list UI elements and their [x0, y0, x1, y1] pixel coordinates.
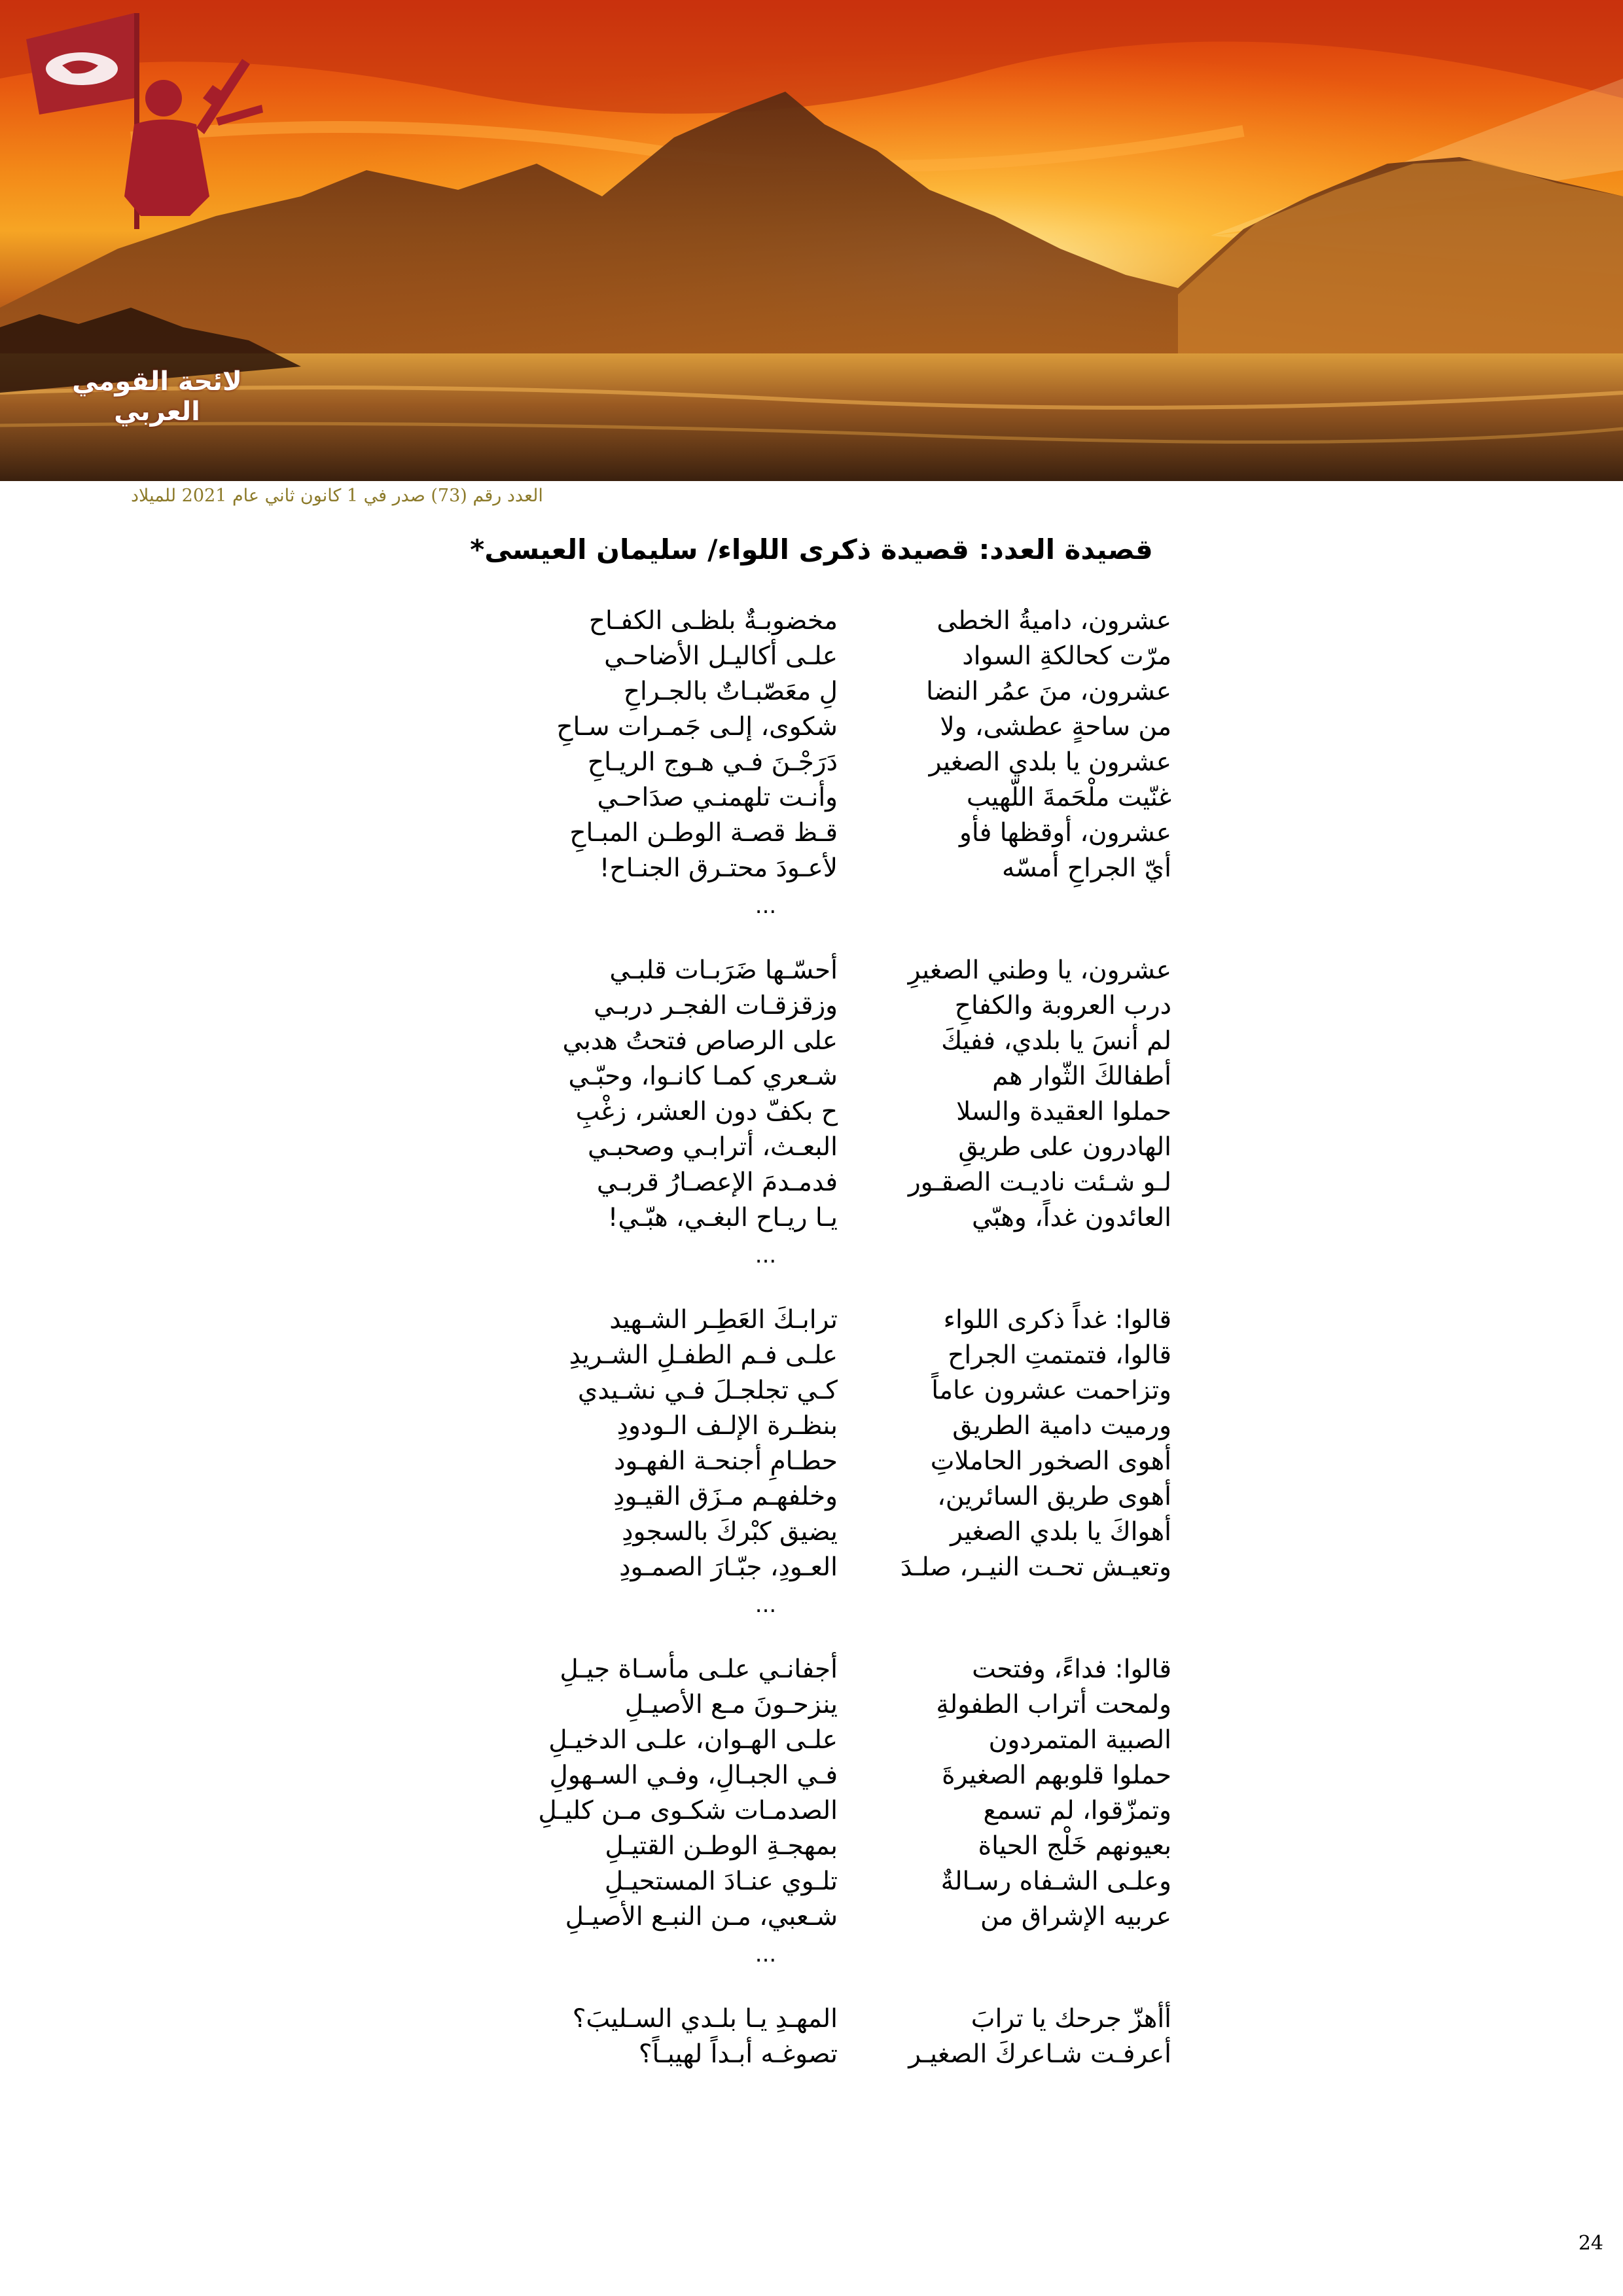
verse-first-hemistich: بعيونهم خَلْج الحياة	[978, 1831, 1171, 1861]
poem-verse	[452, 1130, 1171, 1165]
verse-first-hemistich: العائدون غداً، وهبّي	[972, 1203, 1171, 1232]
verse-second-hemistich: ينزحـونَ مـع الأصيـلِ	[624, 1690, 838, 1719]
verse-second-hemistich: على الرصاص فتحتُ هدبي	[562, 1026, 838, 1056]
poem-verse	[452, 1758, 1171, 1793]
logo-text: لائحة القومي العربي	[72, 367, 242, 427]
poem-verse	[452, 1829, 1171, 1864]
verse-second-hemistich: لِ معَصّبـاتٌ بالجـراحِ	[623, 677, 838, 706]
poem-verse	[452, 1652, 1171, 1687]
header-banner	[0, 0, 1623, 481]
verse-second-hemistich: البعـث، أترابـي وصحبـي	[587, 1132, 838, 1162]
poem-stanza	[452, 603, 1171, 925]
poem-verse	[452, 639, 1171, 674]
verse-second-hemistich: وأنـت تلهمنـي صدَاحـي	[597, 783, 838, 812]
verse-first-hemistich: أعرفـت شـاعركَ الصغيـر	[908, 2039, 1171, 2069]
poem-verse	[452, 674, 1171, 709]
verse-first-hemistich: وتمزّقوا، لم تسمع	[983, 1796, 1171, 1825]
poem-verse	[452, 816, 1171, 851]
poem-verse	[452, 1550, 1171, 1585]
verse-second-hemistich: ترابـكَ العَطِـر الشـهيد	[609, 1305, 838, 1335]
poem-verse	[452, 1793, 1171, 1829]
verse-first-hemistich: قالوا: غداً ذكرى اللواء	[943, 1305, 1171, 1335]
poem-verse	[452, 1302, 1171, 1338]
poem-verse	[452, 1373, 1171, 1408]
verse-first-hemistich: من ساحةٍ عطشى، ولا	[940, 712, 1171, 742]
poem-verse	[452, 1094, 1171, 1130]
verse-second-hemistich: تلـوي عنـادَ المستحيـلِ	[604, 1867, 838, 1896]
verse-second-hemistich: بنظـرة الإلـف الـودودِ	[616, 1411, 838, 1441]
verse-second-hemistich: أجفانـي علـى مأسـاة جيـلِ	[560, 1655, 838, 1684]
verse-second-hemistich: يـا ريـاح البغـي، هبّـي!	[607, 1203, 838, 1232]
poem-stanza	[452, 1302, 1171, 1624]
poem-verse	[452, 988, 1171, 1024]
verse-second-hemistich: بمهجـةِ الوطـن القتيـلِ	[605, 1831, 838, 1861]
verse-first-hemistich: قالوا، فتمتمتِ الجراح	[948, 1340, 1171, 1370]
poem-verse	[452, 1200, 1171, 1236]
poem-title: قصيدة العدد: قصيدة ذكرى اللواء/ سليمان العيسى*	[470, 533, 1153, 565]
organization-logo-icon	[0, 0, 275, 275]
verse-second-hemistich: فدمـدمَ الإعصـارُ قربـي	[596, 1168, 838, 1197]
verse-second-hemistich: فـي الجبـالِ، وفـي السـهولِ	[549, 1761, 838, 1790]
poem-stanza	[452, 1652, 1171, 1974]
poem-verse	[452, 2001, 1171, 2037]
verse-first-hemistich: أطفالكَ الثّوار هم	[992, 1062, 1171, 1091]
verse-first-hemistich: حملوا العقيدة والسلا	[956, 1097, 1171, 1126]
stanza-separator: ...	[755, 893, 777, 919]
poem-stanza	[452, 953, 1171, 1275]
stanza-separator: ...	[755, 1941, 777, 1967]
verse-second-hemistich: يضيق كبْركَ بالسجودِ	[622, 1517, 838, 1547]
poem-verse	[452, 1444, 1171, 1479]
poem-verse	[452, 953, 1171, 988]
poem-verse	[452, 1408, 1171, 1444]
verse-second-hemistich: دَرَجْـنَ فـي هـوج الريـاحِ	[587, 747, 838, 777]
verse-second-hemistich: علـى الهـوان، علـى الدخيـلِ	[548, 1725, 838, 1755]
verse-first-hemistich: أهوى الصخور الحاملاتِ	[930, 1446, 1171, 1476]
verse-second-hemistich: لأعـودَ محتـرق الجنـاح!	[599, 853, 838, 883]
verse-second-hemistich: العـودِ، جبّـارَ الصمـودِ	[619, 1552, 838, 1582]
verse-first-hemistich: مرّت كحالكةِ السواد	[962, 641, 1171, 671]
poem-verse	[452, 1338, 1171, 1373]
poem-verse	[452, 780, 1171, 816]
poem-body	[452, 603, 1171, 2072]
poem-verse	[452, 2037, 1171, 2072]
verse-second-hemistich: ح بكفّ دون العشر، زغْبِ	[575, 1097, 838, 1126]
verse-second-hemistich: علـى فـم الطفـلِ الشـريدِ	[569, 1340, 838, 1370]
poem-stanza	[452, 2001, 1171, 2072]
verse-first-hemistich: لـو شـئت ناديـت الصقـور	[908, 1168, 1171, 1197]
verse-first-hemistich: الصبية المتمردون	[988, 1725, 1171, 1755]
verse-first-hemistich: غنّيت ملْحَمةَ اللّهيب	[966, 783, 1171, 812]
page-number: 24	[1578, 2232, 1603, 2255]
verse-first-hemistich: حملوا قلوبهم الصغيرةَ	[942, 1761, 1171, 1790]
verse-second-hemistich: قـظ قصـة الوطـن المبـاحِ	[569, 818, 838, 848]
verse-first-hemistich: درب العروبة والكفاحِ	[954, 991, 1171, 1020]
verse-first-hemistich: لم أنسَ يا بلدي، ففيكَ	[941, 1026, 1171, 1056]
verse-second-hemistich: وخلفهـم مـزَق القيـودِ	[613, 1482, 838, 1511]
verse-second-hemistich: مخضوبـةٌ بلظـى الكفـاح	[588, 606, 838, 636]
poem-verse	[452, 1899, 1171, 1935]
verse-first-hemistich: الهادرون على طريقِ	[958, 1132, 1171, 1162]
verse-first-hemistich: عشرون، منَ عمُر النضا	[926, 677, 1171, 706]
verse-first-hemistich: أهواكَ يا بلدي الصغير	[950, 1517, 1171, 1547]
stanza-separator: ...	[755, 1242, 777, 1268]
poem-verse	[452, 603, 1171, 639]
verse-second-hemistich: كـي تجلجـلَ فـي نشـيدي	[577, 1376, 838, 1405]
verse-first-hemistich: قالوا: فداءً، وفتحت	[972, 1655, 1171, 1684]
verse-first-hemistich: عشرون، داميةُ الخطى	[936, 606, 1171, 636]
poem-verse	[452, 851, 1171, 886]
verse-second-hemistich: شـعري كمـا كانـوا، وحبّـي	[568, 1062, 838, 1091]
verse-first-hemistich: عربيه الإشراق من	[980, 1902, 1171, 1931]
verse-second-hemistich: الصدمـات شكـوى مـن كليـلِ	[538, 1796, 838, 1825]
verse-first-hemistich: عشرون، أوقظها فأو	[959, 818, 1171, 848]
verse-second-hemistich: علـى أكاليـل الأضاحـي	[604, 641, 838, 671]
poem-verse	[452, 1515, 1171, 1550]
verse-second-hemistich: وزقزقـات الفجـر دربـي	[594, 991, 838, 1020]
verse-first-hemistich: وتزاحمت عشرون عاماً	[931, 1376, 1171, 1405]
poem-verse	[452, 1024, 1171, 1059]
poem-verse	[452, 1687, 1171, 1723]
poem-verse	[452, 1479, 1171, 1515]
verse-second-hemistich: أحسّـها ضَرَبـات قلبـي	[609, 956, 838, 985]
verse-second-hemistich: شكوى، إلـى جَمـرات سـاحِ	[556, 712, 838, 742]
poem-verse	[452, 1723, 1171, 1758]
poem-verse	[452, 1864, 1171, 1899]
verse-first-hemistich: عشرون يا بلدي الصغير	[929, 747, 1171, 777]
verse-second-hemistich: المهـدِ يـا بلـدي السـليبَ؟	[572, 2004, 838, 2034]
verse-first-hemistich: وعلـى الشـفاه رسـالةٌ	[940, 1867, 1171, 1896]
verse-first-hemistich: ولمحت أتراب الطفولةِ	[936, 1690, 1171, 1719]
verse-first-hemistich: أيّ الجراحِ أمسّه	[1001, 853, 1171, 883]
verse-first-hemistich: أهوى طريق السائرين،	[937, 1482, 1171, 1511]
verse-first-hemistich: أأهزّ جرحك يا ترابَ	[971, 2004, 1171, 2034]
stanza-separator: ...	[755, 1592, 777, 1618]
poem-verse	[452, 709, 1171, 745]
verse-second-hemistich: شـعبي، مـن النبـع الأصيـلِ	[565, 1902, 838, 1931]
verse-first-hemistich: ورميت دامية الطريق	[952, 1411, 1171, 1441]
verse-first-hemistich: وتعيـش تحـت النيـر، صلـدَ	[900, 1552, 1171, 1582]
verse-second-hemistich: تصوغـه أبـداً لهيبـاً؟	[638, 2039, 838, 2069]
issue-line: العدد رقم (73) صدر في 1 كانون ثاني عام 2021 للميلاد	[131, 486, 543, 506]
poem-verse	[452, 1059, 1171, 1094]
poem-verse	[452, 1165, 1171, 1200]
verse-second-hemistich: حطـامِ أجنحـة الفهـود	[614, 1446, 838, 1476]
verse-first-hemistich: عشرون، يا وطني الصغيرِ	[908, 956, 1171, 985]
poem-verse	[452, 745, 1171, 780]
